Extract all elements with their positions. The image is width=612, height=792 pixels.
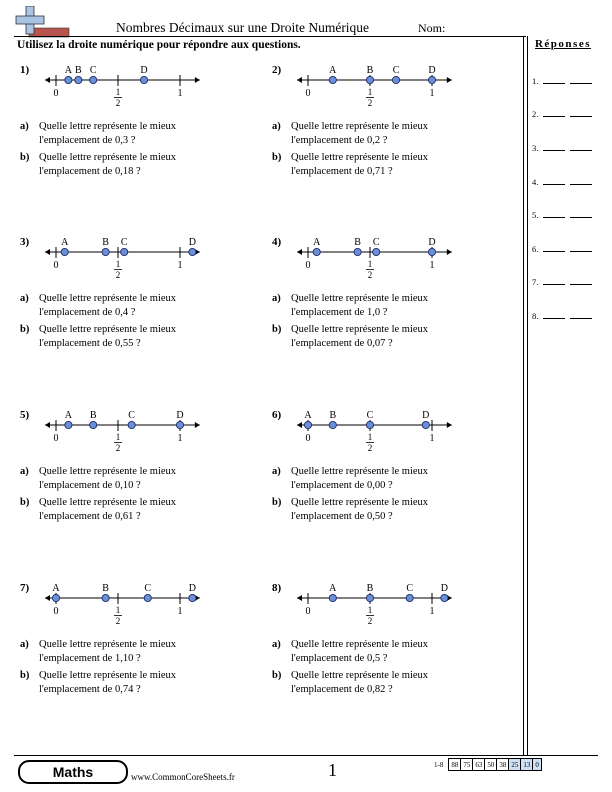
question-b <box>20 496 260 526</box>
tick-label-half-denominator: 2 <box>115 270 121 280</box>
question-line-1: Quelle lettre représente le mieux <box>39 639 177 650</box>
point-label-c: C <box>372 237 380 248</box>
point-b <box>75 76 82 83</box>
question-line-2: l'emplacement de 0,50 ? <box>291 511 393 522</box>
answer-number: 2. <box>532 109 539 119</box>
question-line-1: Quelle lettre représente le mieux <box>39 324 177 335</box>
point-label-b: B <box>366 65 374 76</box>
problem-4 <box>272 236 522 386</box>
score-cell: 38 <box>497 759 509 771</box>
point-b <box>90 421 97 428</box>
answer-blank[interactable] <box>570 82 592 84</box>
question-a <box>272 292 512 322</box>
number-line <box>272 582 502 632</box>
tick-label-half-numerator: 1 <box>367 605 373 615</box>
point-d <box>176 421 183 428</box>
problem-number: 5) <box>20 409 30 421</box>
tick-label-zero: 0 <box>305 88 311 99</box>
answer-number: 5. <box>532 210 539 220</box>
point-label-d: D <box>422 410 430 421</box>
point-c <box>406 594 413 601</box>
question-text <box>291 120 501 148</box>
question-text <box>291 669 501 697</box>
answer-line[interactable] <box>532 177 592 187</box>
answer-blank[interactable] <box>543 250 565 252</box>
question-letter: a) <box>272 639 281 650</box>
tick-label-zero: 0 <box>305 260 311 271</box>
answer-line[interactable] <box>532 244 592 254</box>
axis-arrow-right <box>195 77 200 83</box>
tick-label-zero: 0 <box>53 606 59 617</box>
question-letter: a) <box>20 639 29 650</box>
answer-blank[interactable] <box>543 183 565 185</box>
axis-arrow-left <box>45 249 50 255</box>
point-c <box>144 594 151 601</box>
point-c <box>373 248 380 255</box>
point-b <box>102 594 109 601</box>
name-label: Nom: <box>418 21 446 35</box>
question-line-1: Quelle lettre représente le mieux <box>39 152 177 163</box>
number-line <box>20 582 250 632</box>
score-cell: 25 <box>509 759 521 771</box>
problem-number: 7) <box>20 582 30 594</box>
question-line-1: Quelle lettre représente le mieux <box>291 324 429 335</box>
footer-divider <box>14 755 598 756</box>
point-label-b: B <box>102 583 109 594</box>
question-letter: a) <box>20 121 29 132</box>
point-a <box>65 421 72 428</box>
question-a <box>20 465 260 495</box>
point-label-a: A <box>329 583 337 594</box>
axis-arrow-right <box>195 422 200 428</box>
point-c <box>128 421 135 428</box>
page-number: 1 <box>328 760 337 780</box>
problem-number: 3) <box>20 236 30 248</box>
answer-blank[interactable] <box>543 283 565 285</box>
point-label-a: A <box>313 237 321 248</box>
question-line-2: l'emplacement de 0,74 ? <box>39 684 141 695</box>
axis-arrow-right <box>447 422 452 428</box>
point-d <box>189 248 196 255</box>
question-a <box>272 465 512 495</box>
score-cell: 75 <box>461 759 473 771</box>
tick-label-zero: 0 <box>53 260 59 271</box>
question-line-1: Quelle lettre représente le mieux <box>39 121 177 132</box>
question-b <box>272 323 512 353</box>
question-line-2: l'emplacement de 0,3 ? <box>39 135 136 146</box>
question-line-2: l'emplacement de 0,4 ? <box>39 307 136 318</box>
tick-label-half-numerator: 1 <box>115 605 121 615</box>
question-b <box>272 669 512 699</box>
question-line-2: l'emplacement de 1,10 ? <box>39 653 141 664</box>
question-line-2: l'emplacement de 0,71 ? <box>291 166 393 177</box>
question-text <box>291 323 501 351</box>
question-line-2: l'emplacement de 0,2 ? <box>291 135 388 146</box>
question-text <box>39 120 249 148</box>
question-line-2: l'emplacement de 0,61 ? <box>39 511 141 522</box>
question-text <box>39 669 249 697</box>
point-label-c: C <box>128 410 135 421</box>
answer-blank[interactable] <box>543 216 565 218</box>
point-label-b: B <box>89 410 97 421</box>
tick-label-half-numerator: 1 <box>367 259 373 269</box>
score-cell: 13 <box>521 759 533 771</box>
question-line-1: Quelle lettre représente le mieux <box>39 466 177 477</box>
tick-label-half-denominator: 2 <box>367 616 373 626</box>
point-label-c: C <box>144 583 152 594</box>
number-line <box>20 236 250 286</box>
question-letter: b) <box>20 497 30 508</box>
problem-number: 1) <box>20 64 30 76</box>
answer-number: 3. <box>532 143 539 153</box>
point-label-d: D <box>140 65 148 76</box>
number-line <box>20 64 250 114</box>
axis-arrow-left <box>297 249 302 255</box>
score-cell: 0 <box>533 759 542 771</box>
tick-label-half-numerator: 1 <box>115 87 121 97</box>
question-text <box>39 151 249 179</box>
question-line-1: Quelle lettre représente le mieux <box>291 293 429 304</box>
point-a <box>329 76 336 83</box>
axis-arrow-left <box>297 77 302 83</box>
point-a <box>65 76 72 83</box>
question-line-1: Quelle lettre représente le mieux <box>39 670 177 681</box>
question-line-2: l'emplacement de 0,82 ? <box>291 684 393 695</box>
score-cell: 50 <box>485 759 497 771</box>
question-a <box>272 120 512 150</box>
question-a <box>272 638 512 668</box>
point-b <box>329 421 336 428</box>
point-label-c: C <box>392 65 400 76</box>
question-letter: b) <box>272 497 282 508</box>
point-label-a: A <box>329 65 337 76</box>
answer-blank[interactable] <box>570 317 592 319</box>
question-letter: b) <box>20 152 30 163</box>
problem-6 <box>272 409 522 559</box>
point-label-a: A <box>304 410 312 421</box>
point-d <box>140 76 147 83</box>
header-divider <box>14 36 526 37</box>
point-label-a: A <box>64 410 73 421</box>
footer-url: www.CommonCoreSheets.fr <box>131 772 235 782</box>
tick-label-half-denominator: 2 <box>115 98 121 108</box>
point-label-d: D <box>188 237 197 248</box>
question-line-1: Quelle lettre représente le mieux <box>291 121 429 132</box>
tick-label-zero: 0 <box>305 433 311 444</box>
answers-title: Réponses <box>534 38 591 50</box>
logo-icon <box>15 6 71 38</box>
question-line-1: Quelle lettre représente le mieux <box>291 466 429 477</box>
score-label: 1-8 <box>434 760 444 769</box>
point-label-d: D <box>188 583 197 594</box>
point-label-a: A <box>61 237 69 248</box>
answer-line[interactable] <box>532 277 592 287</box>
problem-1 <box>20 64 270 214</box>
question-text <box>291 638 501 666</box>
question-letter: b) <box>20 324 30 335</box>
point-a <box>329 594 336 601</box>
answer-number: 7. <box>532 277 539 287</box>
point-a <box>61 248 68 255</box>
problem-7 <box>20 582 270 732</box>
question-text <box>39 496 249 524</box>
answer-number: 6. <box>532 244 539 254</box>
problem-number: 8) <box>272 582 282 594</box>
question-letter: b) <box>20 670 30 681</box>
problem-2 <box>272 64 522 214</box>
question-text <box>291 151 501 179</box>
point-d <box>422 421 429 428</box>
tick-label-one: 1 <box>177 433 183 444</box>
axis-arrow-left <box>45 422 50 428</box>
question-line-2: l'emplacement de 1,0 ? <box>291 307 388 318</box>
point-c <box>90 76 97 83</box>
tick-label-one: 1 <box>177 606 183 617</box>
worksheet-title: Nombres Décimaux sur une Droite Numérique <box>116 20 370 35</box>
question-line-2: l'emplacement de 0,10 ? <box>39 480 141 491</box>
point-label-d: D <box>428 65 436 76</box>
point-c <box>392 76 399 83</box>
point-d <box>428 76 435 83</box>
question-line-2: l'emplacement de 0,5 ? <box>291 653 388 664</box>
point-c <box>366 421 373 428</box>
tick-label-half-denominator: 2 <box>367 443 373 453</box>
question-text <box>39 323 249 351</box>
point-a <box>313 248 320 255</box>
answer-number: 4. <box>532 177 539 187</box>
tick-label-half-numerator: 1 <box>367 87 373 97</box>
axis-arrow-right <box>447 249 452 255</box>
answer-number: 1. <box>532 76 539 86</box>
answer-blank[interactable] <box>543 82 565 84</box>
point-b <box>366 76 373 83</box>
problem-5 <box>20 409 270 559</box>
point-d <box>189 594 196 601</box>
point-label-b: B <box>102 237 109 248</box>
number-line <box>272 236 502 286</box>
answer-blank[interactable] <box>570 250 592 252</box>
point-label-a: A <box>64 65 73 76</box>
question-letter: b) <box>272 324 282 335</box>
question-a <box>20 292 260 322</box>
answer-line[interactable] <box>532 109 592 119</box>
tick-label-half-denominator: 2 <box>115 616 121 626</box>
question-line-1: Quelle lettre représente le mieux <box>39 497 177 508</box>
question-text <box>39 292 249 320</box>
question-line-2: l'emplacement de 0,00 ? <box>291 480 393 491</box>
question-line-1: Quelle lettre représente le mieux <box>39 293 177 304</box>
point-d <box>428 248 435 255</box>
axis-arrow-left <box>45 77 50 83</box>
score-cell: 88 <box>449 759 461 771</box>
answer-line[interactable] <box>532 76 592 86</box>
tick-label-half-denominator: 2 <box>367 98 373 108</box>
point-label-d: D <box>428 237 436 248</box>
tick-label-half-numerator: 1 <box>115 432 121 442</box>
answer-blank[interactable] <box>570 183 592 185</box>
question-line-1: Quelle lettre représente le mieux <box>291 497 429 508</box>
tick-label-half-numerator: 1 <box>115 259 121 269</box>
question-line-1: Quelle lettre représente le mieux <box>291 639 429 650</box>
question-letter: b) <box>272 152 282 163</box>
tick-label-one: 1 <box>429 260 435 271</box>
question-text <box>291 292 501 320</box>
question-b <box>20 151 260 181</box>
point-a <box>304 421 311 428</box>
answer-line[interactable] <box>532 210 592 220</box>
answer-blank[interactable] <box>543 317 565 319</box>
answer-column-border-inner <box>527 36 528 755</box>
answer-blank[interactable] <box>543 115 565 117</box>
point-a <box>52 594 59 601</box>
answer-blank[interactable] <box>570 283 592 285</box>
tick-label-half-denominator: 2 <box>367 270 373 280</box>
answer-blank[interactable] <box>543 149 565 151</box>
number-line <box>20 409 250 459</box>
question-letter: a) <box>272 293 281 304</box>
problem-3 <box>20 236 270 386</box>
question-letter: a) <box>272 121 281 132</box>
score-table <box>432 758 542 771</box>
problem-number: 4) <box>272 236 282 248</box>
tick-label-half-denominator: 2 <box>115 443 121 453</box>
point-b <box>354 248 361 255</box>
answer-blank[interactable] <box>570 115 592 117</box>
point-label-a: A <box>52 583 60 594</box>
subject-badge: Maths <box>18 760 128 784</box>
question-b <box>272 496 512 526</box>
axis-arrow-left <box>297 422 302 428</box>
answer-line[interactable] <box>532 311 592 321</box>
question-line-2: l'emplacement de 0,07 ? <box>291 338 393 349</box>
question-line-2: l'emplacement de 0,55 ? <box>39 338 141 349</box>
question-text <box>291 465 501 493</box>
number-line <box>272 409 502 459</box>
question-b <box>20 669 260 699</box>
answer-line[interactable] <box>532 143 592 153</box>
question-letter: a) <box>20 293 29 304</box>
answer-number: 8. <box>532 311 539 321</box>
tick-label-one: 1 <box>429 606 435 617</box>
axis-arrow-left <box>297 595 302 601</box>
tick-label-one: 1 <box>177 88 183 99</box>
question-text <box>291 496 501 524</box>
point-label-c: C <box>89 65 97 76</box>
instructions: Utilisez la droite numérique pour répondre aux questions. <box>17 39 301 51</box>
question-text <box>39 465 249 493</box>
tick-label-zero: 0 <box>53 433 59 444</box>
question-a <box>20 120 260 150</box>
problem-8 <box>272 582 522 732</box>
number-line <box>272 64 502 114</box>
question-b <box>272 151 512 181</box>
tick-label-one: 1 <box>429 88 435 99</box>
problem-number: 6) <box>272 409 282 421</box>
answer-column-border <box>523 36 524 755</box>
question-letter: a) <box>20 466 29 477</box>
axis-arrow-left <box>45 595 50 601</box>
point-label-b: B <box>354 237 361 248</box>
point-b <box>366 594 373 601</box>
question-line-2: l'emplacement de 0,18 ? <box>39 166 141 177</box>
point-label-d: D <box>176 410 184 421</box>
point-label-b: B <box>74 65 82 76</box>
tick-label-one: 1 <box>177 260 183 271</box>
point-label-c: C <box>366 410 374 421</box>
question-a <box>20 638 260 668</box>
tick-label-zero: 0 <box>305 606 311 617</box>
score-cell: 63 <box>473 759 485 771</box>
answer-blank[interactable] <box>570 216 592 218</box>
question-letter: b) <box>272 670 282 681</box>
question-text <box>39 638 249 666</box>
question-line-1: Quelle lettre représente le mieux <box>291 152 429 163</box>
point-label-c: C <box>120 237 128 248</box>
question-line-1: Quelle lettre représente le mieux <box>291 670 429 681</box>
answer-blank[interactable] <box>570 149 592 151</box>
point-b <box>102 248 109 255</box>
tick-label-one: 1 <box>429 433 435 444</box>
point-label-b: B <box>329 410 337 421</box>
tick-label-zero: 0 <box>53 88 59 99</box>
point-label-d: D <box>440 583 449 594</box>
point-label-b: B <box>366 583 374 594</box>
point-c <box>121 248 128 255</box>
axis-arrow-right <box>447 77 452 83</box>
tick-label-half-numerator: 1 <box>367 432 373 442</box>
question-letter: a) <box>272 466 281 477</box>
question-b <box>20 323 260 353</box>
point-d <box>441 594 448 601</box>
problem-number: 2) <box>272 64 282 76</box>
point-label-c: C <box>406 583 414 594</box>
